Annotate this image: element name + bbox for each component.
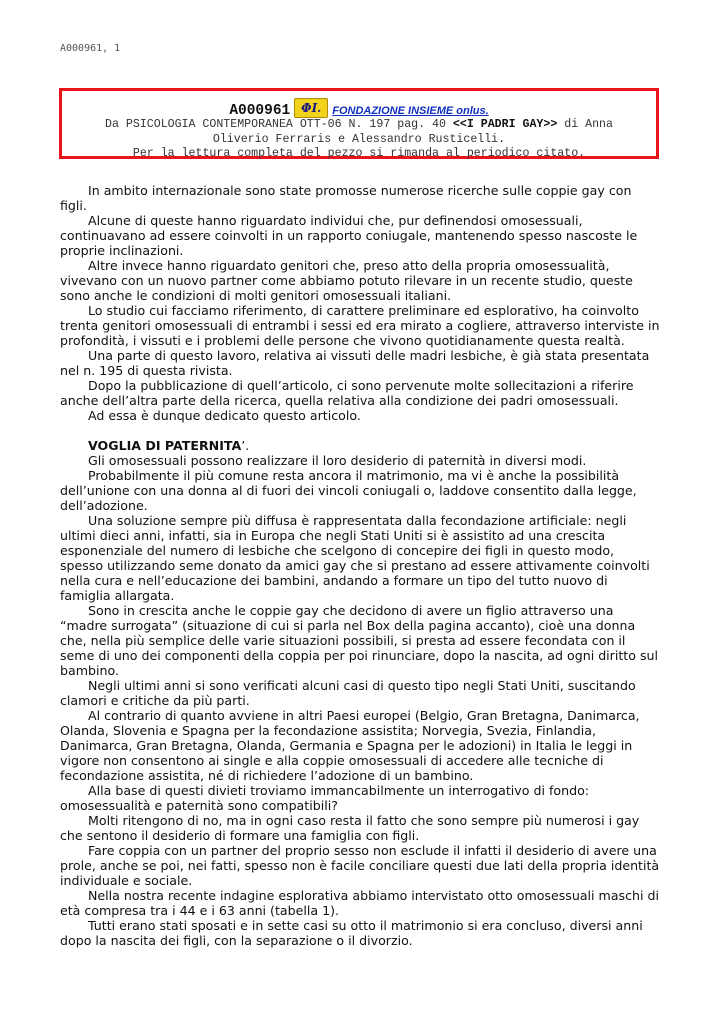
header-title-line — [62, 98, 656, 118]
paragraph: Probabilmente il più comune resta ancora il matrimonio, ma vi è anche la possibilità dell’unione con una donna al di fuori dei vincoli coniugali o, laddove consentito dalla legge, dell’adozione. — [60, 468, 637, 513]
document-code: A000961 — [229, 102, 291, 119]
source-line — [62, 118, 656, 133]
paragraph: Sono in crescita anche le coppie gay che decidono di avere un figlio attraverso una “madre surrogata” (situazione di cui si parla nel Box della pagina accanto), cioè una donna che, nella più semplice delle varie situazioni possibili, si presta ad essere fecondata con il seme di uno dei componenti della coppia per poi rinunciare, dopo la nascita, ad ogni diritto sul bambino. — [60, 603, 658, 678]
section-heading — [60, 438, 660, 453]
source-suffix: di Anna — [564, 118, 613, 131]
source-header-box — [59, 88, 659, 159]
paragraph: Al contrario di quanto avviene in altri Paesi europei (Belgio, Gran Bretagna, Danimarca, Olanda, Slovenia e Spagna per la fecondazione assistita; Norvegia, Svezia, Finlandia, Danimarca, Gran Bretagna, Olanda, Germania e Spagna per le adozioni) in Italia le leggi in vigore non consentono ai single e alla coppie omosessuali di accedere alle tecniche di fecondazione assistita, né di richiedere l’adozione di un bambino. — [60, 708, 640, 783]
paragraph: Fare coppia con un partner del proprio sesso non esclude il infatti il desiderio di avere una prole, anche se poi, nei fatti, spesso non è facile conciliare questi due lati della propria identità individuale e sociale. — [60, 843, 660, 888]
paragraph: Una parte di questo lavoro, relativa ai vissuti delle madri lesbiche, è già stata presentata nel n. 195 di questa rivista. — [60, 348, 650, 378]
source-prefix: Da PSICOLOGIA CONTEMPORANEA OTT-06 N. 197 pag. 40 — [105, 118, 446, 131]
section-heading-text: VOGLIA DI PATERNITA — [88, 438, 242, 453]
foundation-logo-icon: ΦI. — [294, 98, 328, 118]
paragraph: Tutti erano stati sposati e in sette casi su otto il matrimonio si era concluso, diversi anni dopo la nascita dei figli, con la separazione o il divorzio. — [60, 918, 643, 948]
paragraph: Gli omosessuali possono realizzare il loro desiderio di paternità in diversi modi. — [88, 453, 587, 468]
page-identifier: A000961, 1 — [60, 43, 121, 54]
paragraph: In ambito internazionale sono state promosse numerose ricerche sulle coppie gay con figli. — [60, 183, 632, 213]
paragraph: Negli ultimi anni si sono verificati alcuni casi di questo tipo negli Stati Uniti, suscitando clamori e critiche da più parti. — [60, 678, 636, 708]
article-title: <<I PADRI GAY>> — [452, 118, 558, 131]
paragraph: Molti ritengono di no, ma in ogni caso resta il fatto che sono sempre più numerosi i gay che sentono il desiderio di formare una famiglia con figli. — [60, 813, 640, 843]
article-body — [60, 183, 660, 948]
paragraph: Ad essa è dunque dedicato questo articolo. — [88, 408, 361, 423]
section-heading-suffix: ’. — [241, 438, 250, 453]
paragraph: Lo studio cui facciamo riferimento, di carattere preliminare ed esplorativo, ha coinvolto trenta genitori omosessuali di entrambi i sessi ed era mirato a cogliere, attraverso interviste in profondità, i vissuti e i problemi delle persone che vivono quotidianamente questa realtà. — [60, 303, 660, 348]
foundation-link[interactable]: FONDAZIONE INSIEME onlus. — [332, 104, 489, 117]
authors-line: Oliverio Ferraris e Alessandro Rusticelli. — [212, 132, 506, 146]
paragraph: Una soluzione sempre più diffusa è rappresentata dalla fecondazione artificiale: negli ultimi dieci anni, infatti, sia in Europa che negli Stati Uniti si è assistito ad una crescita esponenziale del numero di lesbiche che scelgono di concepire dei figli in questo modo, spesso utilizzando seme donato da amici gay che si prestano ad essere attivamente coinvolti nella cura e nell’educazione dei bambini, andando a formare un tipo del tutto nuovo di famiglia allargata. — [60, 513, 650, 603]
paragraph: Alla base di questi divieti troviamo immancabilmente un interrogativo di fondo: omosessualità e paternità sono compatibili? — [60, 783, 590, 813]
reading-note: Per la lettura completa del pezzo si rimanda al periodico citato. — [132, 147, 586, 160]
paragraph: Nella nostra recente indagine esplorativa abbiamo intervistato otto omosessuali maschi di età compresa tra i 44 e i 63 anni (tabella 1). — [60, 888, 659, 918]
paragraph: Alcune di queste hanno riguardato individui che, pur definendosi omosessuali, continuavano ad essere coinvolti in un rapporto coniugale, mantenendo spesso nascoste le proprie inclinazioni. — [60, 213, 638, 258]
paragraph: Altre invece hanno riguardato genitori che, preso atto della propria omosessualità, vivevano con un nuovo partner come abbiamo potuto rilevare in un recente studio, queste sono anche le condizioni di molti genitori omosessuali italiani. — [60, 258, 633, 303]
paragraph: Dopo la pubblicazione di quell’articolo, ci sono pervenute molte sollecitazioni a riferire anche dell’altra parte della ricerca, quella relativa alla condizione dei padri omosessuali. — [60, 378, 634, 408]
